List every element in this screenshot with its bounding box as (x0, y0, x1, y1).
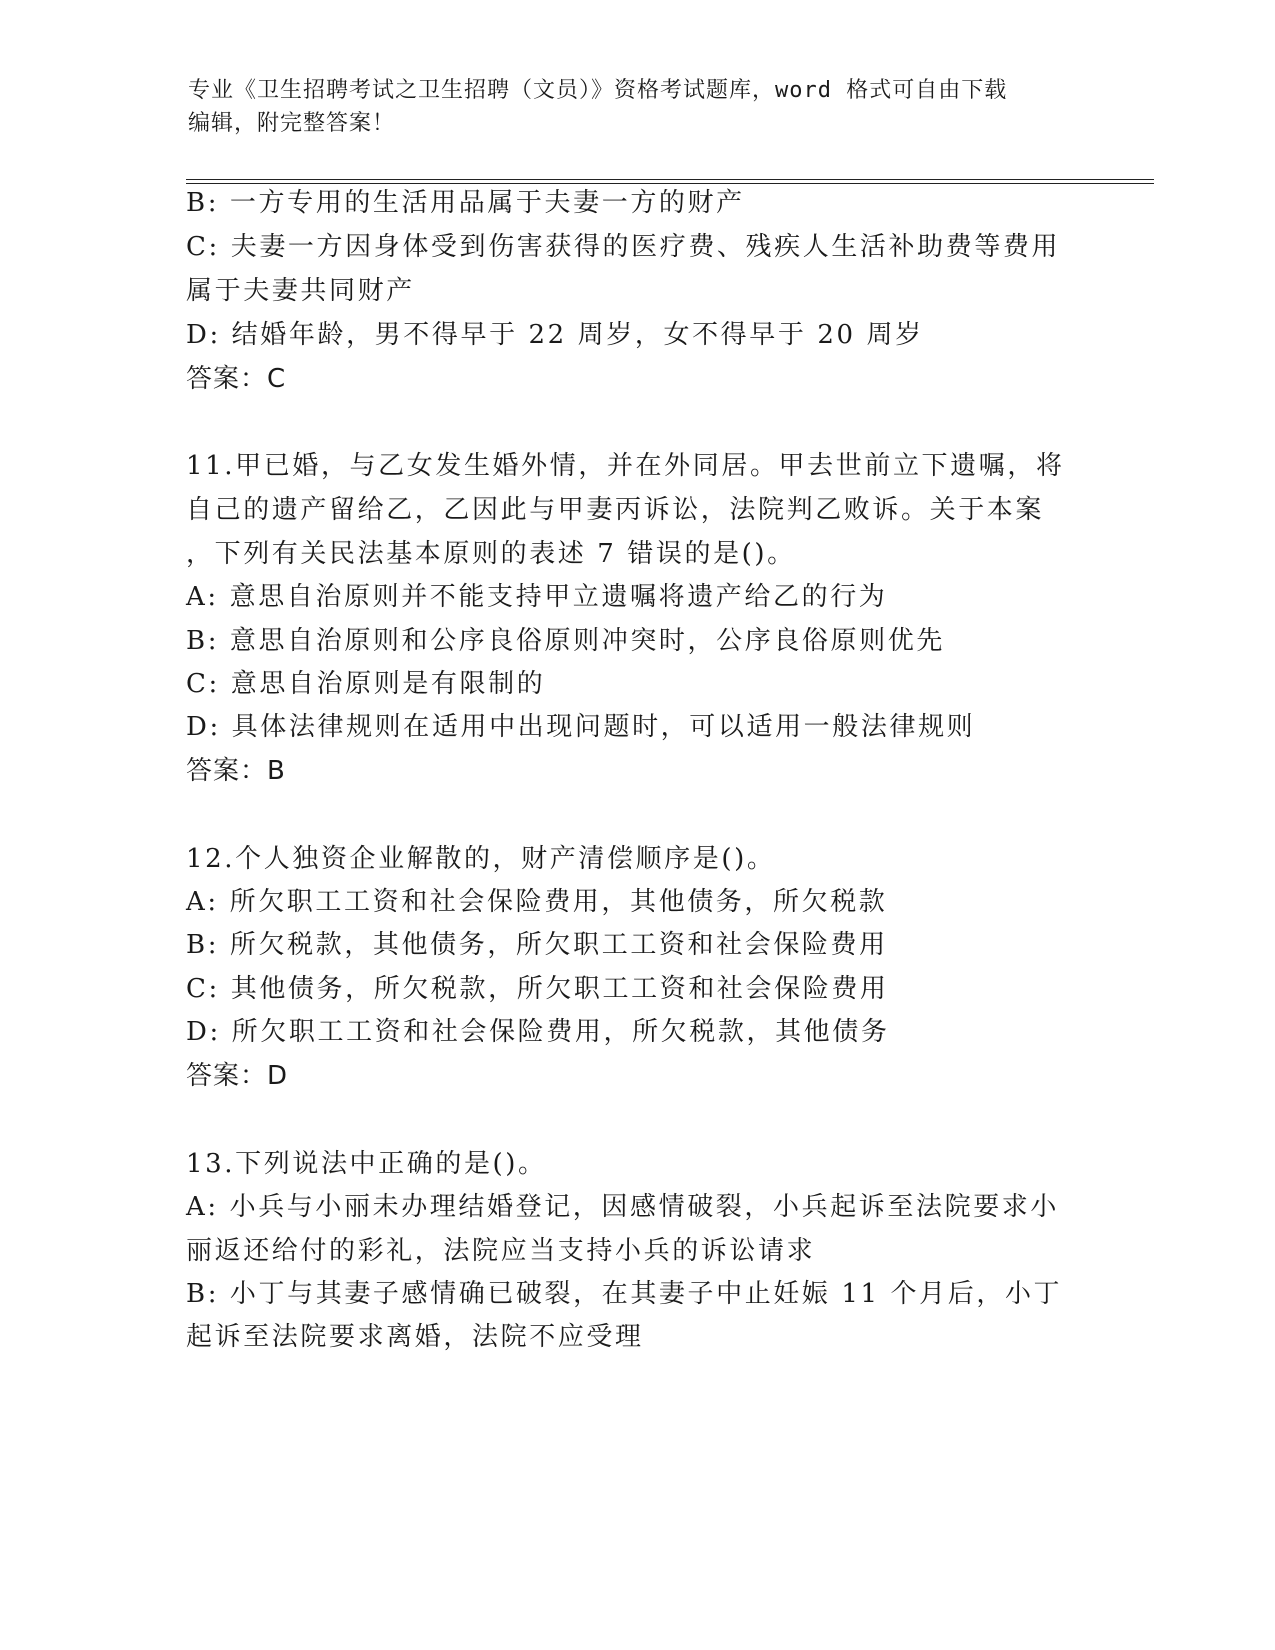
answer-line: 答案：B (186, 756, 286, 786)
question-line: 12.个人独资企业解散的，财产清偿顺序是()。 (186, 844, 776, 874)
option-line: B: 意思自治原则和公序良俗原则冲突时，公序良俗原则优先 (186, 626, 945, 656)
document-header (188, 74, 1068, 140)
option-line: D: 结婚年龄，男不得早于 22 周岁，女不得早于 20 周岁 (186, 320, 924, 350)
question-line: 11.甲已婚，与乙女发生婚外情，并在外同居。甲去世前立下遗嘱，将 (186, 451, 1065, 481)
header-line-2: 编辑，附完整答案！ (188, 111, 396, 136)
question-line: 13.下列说法中正确的是()。 (186, 1149, 547, 1179)
answer-line: 答案：C (186, 364, 287, 394)
option-line: A: 小兵与小丽未办理结婚登记，因感情破裂，小兵起诉至法院要求小 (186, 1192, 1060, 1222)
question-line: 自己的遗产留给乙，乙因此与甲妻丙诉讼，法院判乙败诉。关于本案 (186, 495, 1045, 525)
option-line: B: 小丁与其妻子感情确已破裂，在其妻子中止妊娠 11 个月后，小丁 (186, 1279, 1063, 1309)
option-line: 丽返还给付的彩礼，法院应当支持小兵的诉讼请求 (186, 1236, 816, 1266)
option-line: C: 其他债务，所欠税款，所欠职工工资和社会保险费用 (186, 974, 889, 1004)
header-divider-top (186, 179, 1154, 180)
option-line: C: 夫妻一方因身体受到伤害获得的医疗费、残疾人生活补助费等费用 (186, 232, 1061, 262)
option-line: A: 所欠职工工资和社会保险费用，其他债务，所欠税款 (186, 887, 888, 917)
answer-line: 答案：D (186, 1061, 289, 1091)
option-line: D: 所欠职工工资和社会保险费用，所欠税款，其他债务 (186, 1017, 890, 1047)
question-line: ，下列有关民法基本原则的表述 7 错误的是()。 (186, 539, 796, 569)
option-line: B: 一方专用的生活用品属于夫妻一方的财产 (186, 188, 745, 218)
option-line: D: 具体法律规则在适用中出现问题时，可以适用一般法律规则 (186, 712, 976, 742)
option-line: A: 意思自治原则并不能支持甲立遗嘱将遗产给乙的行为 (186, 582, 888, 612)
header-divider-bottom (186, 183, 1154, 184)
header-line-1: 专业《卫生招聘考试之卫生招聘（文员）》资格考试题库，word 格式可自由下载 (188, 78, 1008, 103)
option-line: 起诉至法院要求离婚，法院不应受理 (186, 1322, 644, 1352)
option-line: B: 所欠税款，其他债务，所欠职工工资和社会保险费用 (186, 930, 888, 960)
option-line: C: 意思自治原则是有限制的 (186, 669, 546, 699)
option-line: 属于夫妻共同财产 (186, 276, 415, 306)
